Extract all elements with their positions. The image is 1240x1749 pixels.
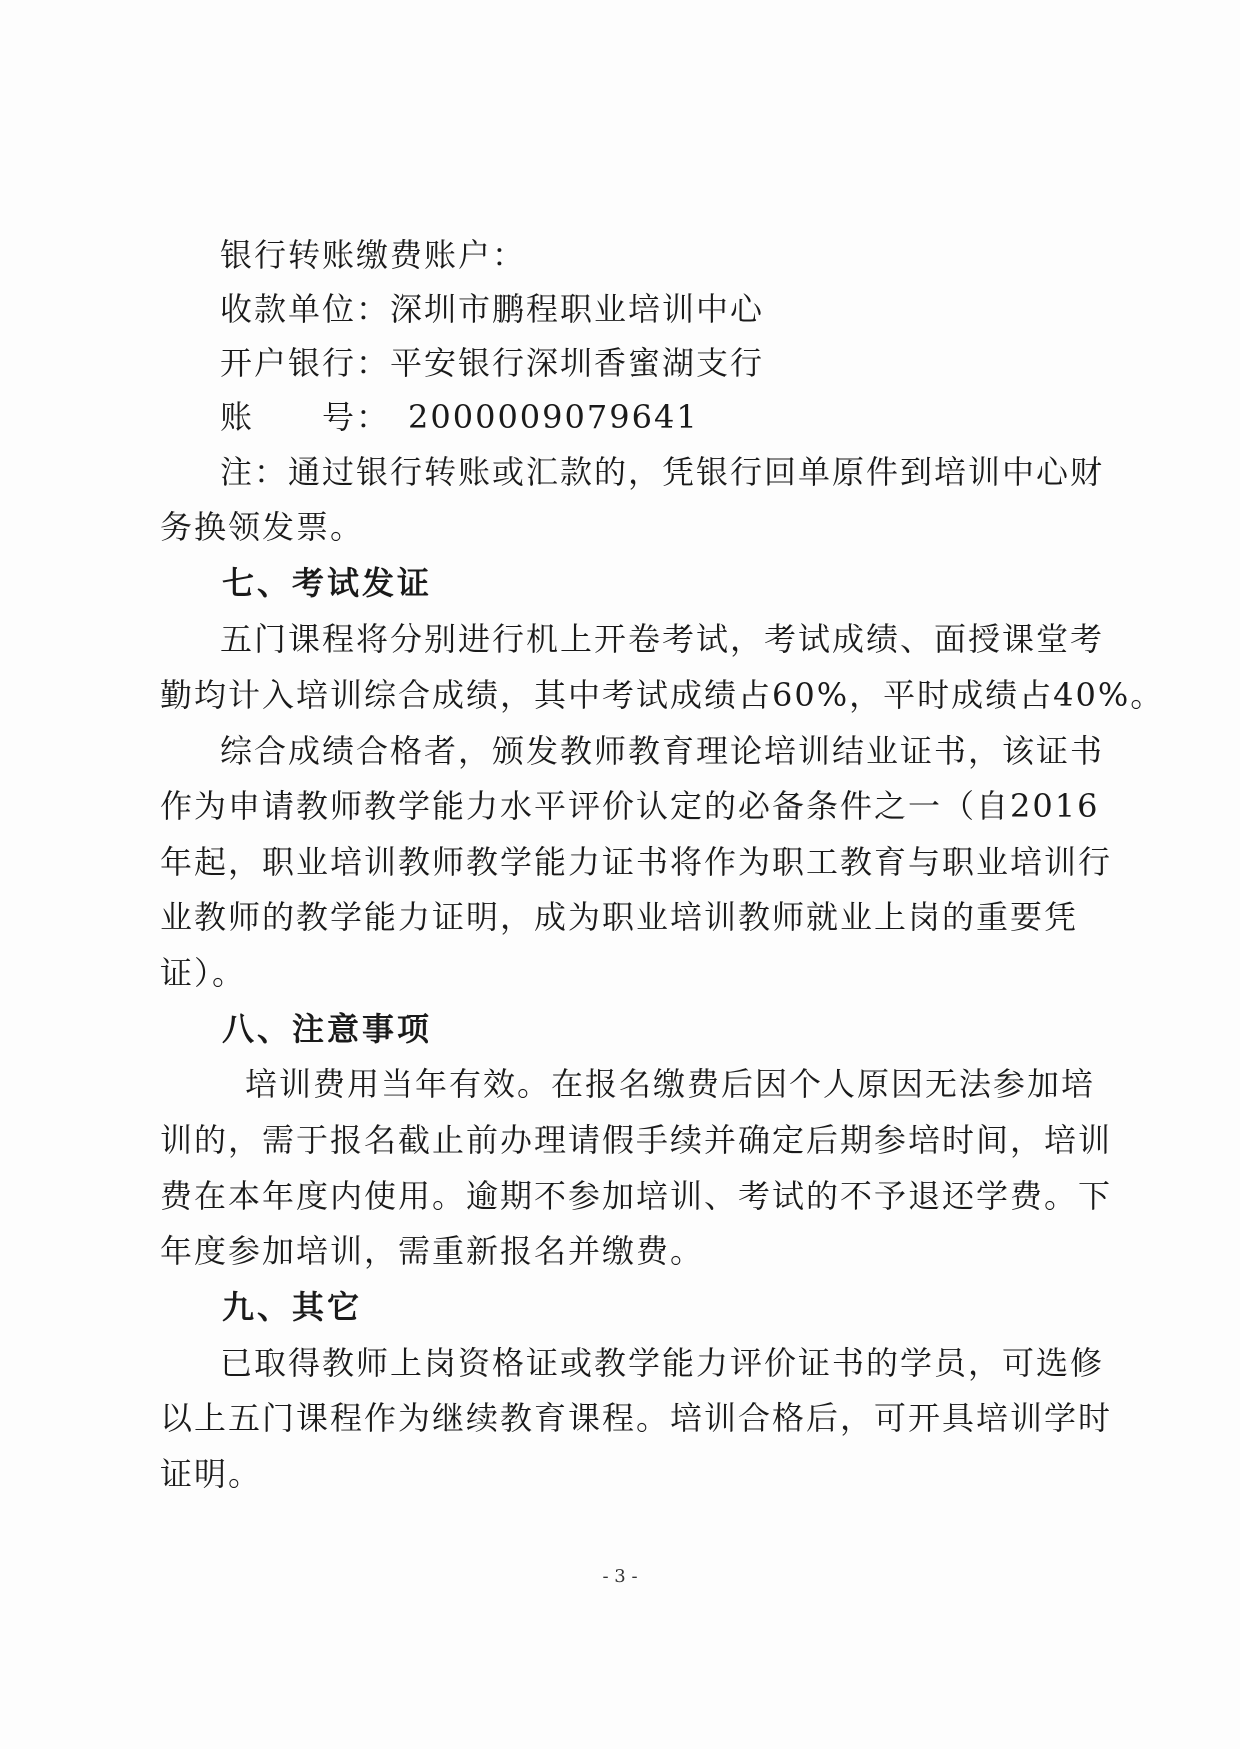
payee-line: 收款单位：深圳市鹏程职业培训中心 [220,290,765,328]
section-7-heading: 七、考试发证 [222,564,433,602]
section-7-paragraph-2-line-3: 年起，职业培训教师教学能力证书将作为职工教育与职业培训行 [160,843,1113,881]
section-8-line-4: 年度参加培训，需重新报名并缴费。 [160,1232,705,1270]
section-9-line-3: 证明。 [160,1455,263,1493]
bank-transfer-title: 银行转账缴费账户： [220,236,527,274]
bank-name-line: 开户银行：平安银行深圳香蜜湖支行 [220,344,765,382]
section-7-paragraph-2-line-1: 综合成绩合格者，颁发教师教育理论培训结业证书，该证书 [220,732,1105,770]
page-number: - 3 - [602,1566,638,1587]
section-7-paragraph-2-line-5: 证）。 [160,954,247,992]
note-line-1: 注：通过银行转账或汇款的，凭银行回单原件到培训中心财 [220,453,1105,491]
section-7-paragraph-1-line-2: 勤均计入培训综合成绩，其中考试成绩占60%，平时成绩占40%。 [160,676,1165,714]
section-9-line-2: 以上五门课程作为继续教育课程。培训合格后，可开具培训学时 [160,1399,1113,1437]
section-8-line-3: 费在本年度内使用。逾期不参加培训、考试的不予退还学费。下 [160,1177,1113,1215]
section-7-paragraph-2-line-4: 业教师的教学能力证明，成为职业培训教师就业上岗的重要凭 [160,898,1079,936]
section-8-line-2: 训的，需于报名截止前办理请假手续并确定后期参培时间，培训 [160,1121,1113,1159]
note-line-2: 务换领发票。 [160,508,365,546]
section-9-heading: 九、其它 [222,1288,363,1326]
section-7-paragraph-2-line-2: 作为申请教师教学能力水平评价认定的必备条件之一（自2016 [160,787,1100,825]
account-number-line: 账 号： 2000009079641 [220,398,699,436]
section-9-line-1: 已取得教师上岗资格证或教学能力评价证书的学员，可选修 [220,1344,1105,1382]
section-8-line-1: 培训费用当年有效。在报名缴费后因个人原因无法参加培 [245,1065,1096,1103]
section-7-paragraph-1-line-1: 五门课程将分别进行机上开卷考试，考试成绩、面授课堂考 [220,620,1105,658]
section-8-heading: 八、注意事项 [222,1010,433,1048]
